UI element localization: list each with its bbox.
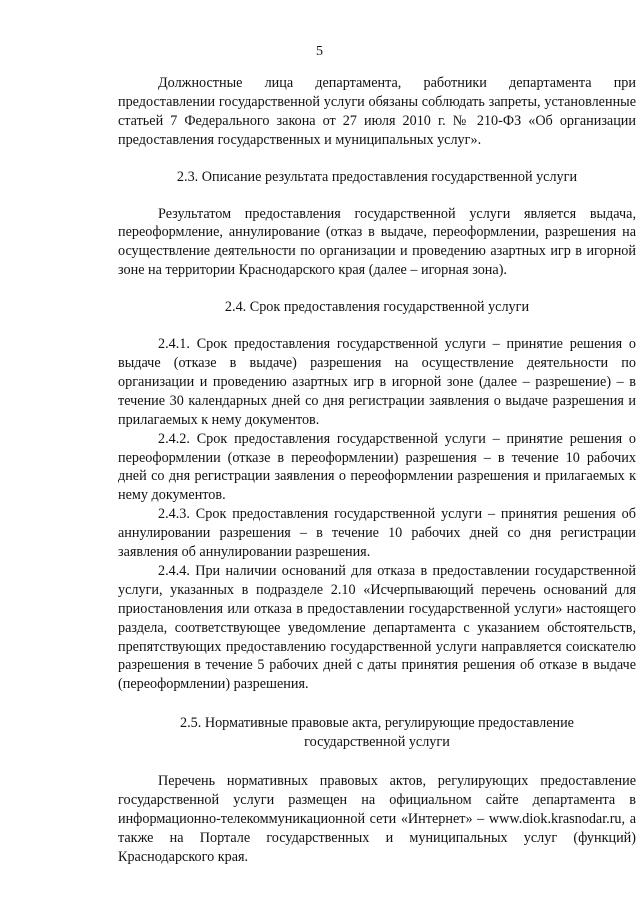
spacer	[118, 752, 636, 772]
paragraph-2-4-2: 2.4.2. Срок предоставления государственной услуги – принятие решения о переоформлении (отказе в переоформлении) разрешения – в течение 10 рабочих дней со дня регистрации заявления о переоформлении разрешения и прилагаемых к нему документов.	[118, 430, 636, 504]
paragraph-service-result: Результатом предоставления государственной услуги является выдача, переоформление, аннулирование (отказ в выдаче, переоформлении, разрешения на осуществление деятельности по организации и проведению азартных игр в игорной зоне на территории Краснодарского края (далее – игорная зона).	[118, 205, 636, 279]
section-heading-2-5-line-2: государственной услуги	[304, 734, 450, 751]
spacer	[118, 150, 636, 168]
spacer	[118, 317, 636, 335]
paragraph-2-4-1: 2.4.1. Срок предоставления государственной услуги – принятие решения о выдаче (отказе в выдаче) разрешения на осуществление деятельности по организации и проведению азартных игр в игорной зоне (далее – разрешение) – в течение 30 календарных дней со дня регистрации заявления о выдаче разрешения и прилагаемых к нему документов.	[118, 336, 636, 428]
spacer	[118, 694, 636, 714]
page-number: 5	[316, 44, 323, 59]
paragraph-2-4-4: 2.4.4. При наличии оснований для отказа в предоставлении государственной услуги, указанных в подразделе 2.10 «Исчерпывающий перечень оснований для приостановления или отказа в предоставлении государственной услуги» настоящего раздела, соответствующее уведомление департамента с указанием обстоятельств, препятствующих предоставлению государственной услуги направляется соискателю разрешения в течение 5 рабочих дней с даты принятия решения об отказе в выдаче (переоформлении) разрешения.	[118, 562, 636, 693]
section-heading-2-4: 2.4. Срок предоставления государственной услуги	[224, 299, 530, 316]
paragraph-officials-prohibitions: Должностные лица департамента, работники департамента при предоставлении государственной услуги обязаны соблюдать запреты, установленные статьей 7 Федерального закона от 27 июля 2010 г. № 210-ФЗ «Об организации предоставления государственных и муниципальных услуг».	[118, 75, 636, 148]
paragraph-regulatory-acts: Перечень нормативных правовых актов, регулирующих предоставление государственной услуги размещен на официальном сайте департамента в информационно-телекоммуникационной сети «Интернет» – www.diok.krasnodar.ru, а также на Портале государственных и муниципальных услуг (функций) Краснодарского края.	[118, 773, 636, 865]
spacer	[118, 187, 636, 205]
document-body	[118, 74, 636, 867]
paragraph-2-4-3: 2.4.3. Срок предоставления государственной услуги – принятия решения об аннулировании разрешения – в течение 10 рабочих дней со дня регистрации заявления об аннулировании разрешения.	[118, 506, 636, 561]
spacer	[118, 280, 636, 298]
section-heading-2-5-line-1: 2.5. Нормативные правовые акта, регулирующие предоставление	[180, 715, 574, 732]
section-heading-2-3: 2.3. Описание результата предоставления государственной услуги	[176, 168, 578, 185]
